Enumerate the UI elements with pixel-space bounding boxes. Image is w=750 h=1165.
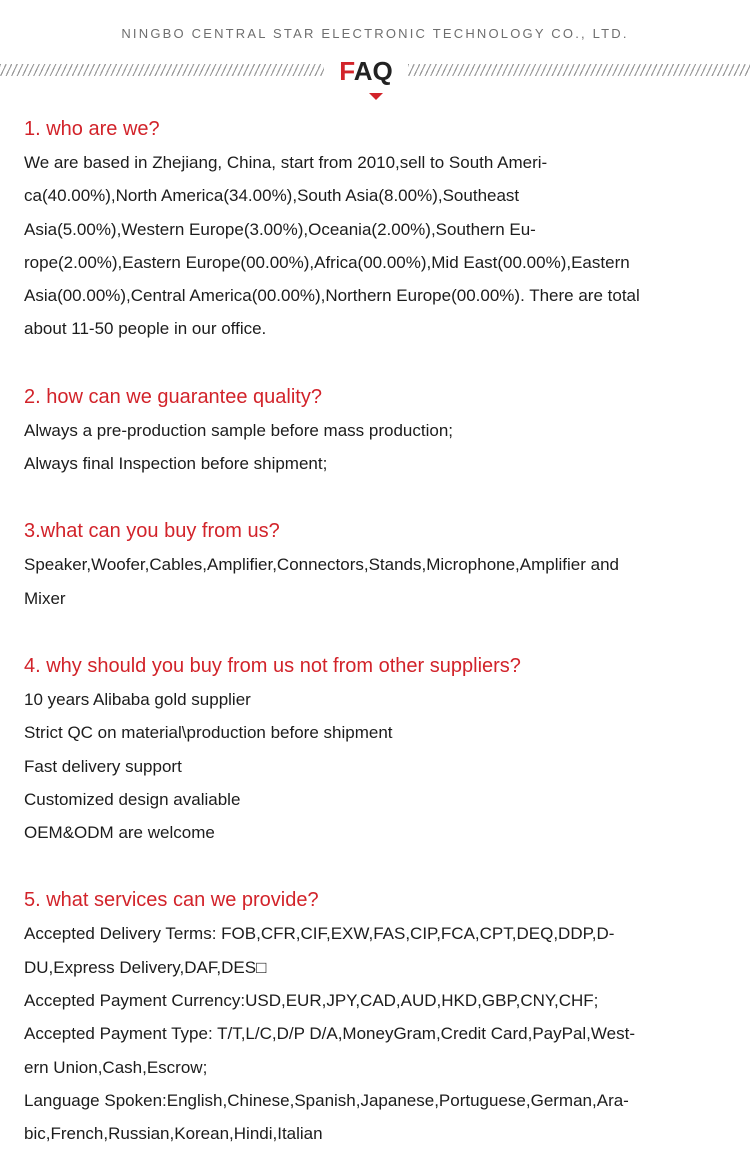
faq-item-products	[24, 515, 714, 615]
faq-answer-line: Speaker,Woofer,Cables,Amplifier,Connectors,Stands,Microphone,Amplifier and	[24, 555, 619, 575]
faq-answer-line: about 11-50 people in our office.	[24, 319, 267, 339]
faq-answer-line: Always a pre-production sample before mass production;	[24, 420, 453, 440]
faq-banner	[0, 56, 750, 106]
faq-list	[24, 113, 714, 1151]
decorative-stripes-left	[0, 64, 324, 76]
faq-item-why-us	[24, 650, 714, 849]
faq-answer-line: Accepted Delivery Terms: FOB,CFR,CIF,EXW,FAS,CIP,FCA,CPT,DEQ,DDP,D-	[24, 924, 615, 944]
faq-answer-line: Mixer	[24, 588, 66, 608]
company-name: NINGBO CENTRAL STAR ELECTRONIC TECHNOLOGY CO., LTD.	[121, 26, 629, 41]
faq-item-quality	[24, 381, 714, 481]
faq-answer-line: Accepted Payment Type: T/T,L/C,D/P D/A,MoneyGram,Credit Card,PayPal,West-	[24, 1024, 635, 1044]
faq-answer-line: ca(40.00%),North America(34.00%),South Asia(8.00%),Southeast	[24, 186, 520, 206]
faq-answer-line: Strict QC on material\production before shipment	[24, 723, 393, 743]
faq-answer-line: ern Union,Cash,Escrow;	[24, 1057, 208, 1077]
faq-answer-line: Language Spoken:English,Chinese,Spanish,Japanese,Portuguese,German,Ara-	[24, 1090, 629, 1110]
faq-item-services	[24, 884, 714, 1150]
faq-question: 2. how can we guarantee quality?	[24, 385, 322, 408]
faq-answer-line: We are based in Zhejiang, China, start from 2010,sell to South Ameri-	[24, 153, 548, 172]
faq-answer-line: bic,French,Russian,Korean,Hindi,Italian	[24, 1124, 323, 1144]
faq-answer-line: Always final Inspection before shipment;	[24, 454, 328, 474]
faq-title-first-letter: F	[339, 56, 354, 86]
faq-answer-line: OEM&ODM are welcome	[24, 823, 215, 843]
down-arrow-icon	[369, 93, 383, 100]
faq-answer-line: Asia(00.00%),Central America(00.00%),Northern Europe(00.00%). There are total	[24, 286, 640, 306]
faq-question: 1. who are we?	[24, 118, 160, 140]
faq-answer-line: Fast delivery support	[24, 756, 182, 776]
faq-answer-line: 10 years Alibaba gold supplier	[24, 689, 251, 709]
faq-question: 3.what can you buy from us?	[24, 520, 280, 543]
faq-title	[326, 56, 406, 86]
faq-answer-line: DU,Express Delivery,DAF,DES□	[24, 957, 267, 977]
faq-answer-line: Customized design avaliable	[24, 789, 241, 809]
faq-answer-line: rope(2.00%),Eastern Europe(00.00%),Africa(00.00%),Mid East(00.00%),Eastern	[24, 252, 630, 272]
faq-title-rest: AQ	[353, 56, 393, 86]
faq-item-who-are-we	[24, 113, 714, 346]
decorative-stripes-right	[408, 64, 750, 76]
faq-answer-line: Accepted Payment Currency:USD,EUR,JPY,CAD,AUD,HKD,GBP,CNY,CHF;	[24, 991, 599, 1011]
faq-answer-line: Asia(5.00%),Western Europe(3.00%),Oceania(2.00%),Southern Eu-	[24, 219, 536, 239]
faq-question: 4. why should you buy from us not from other suppliers?	[24, 654, 521, 677]
faq-question: 5. what services can we provide?	[24, 889, 319, 912]
